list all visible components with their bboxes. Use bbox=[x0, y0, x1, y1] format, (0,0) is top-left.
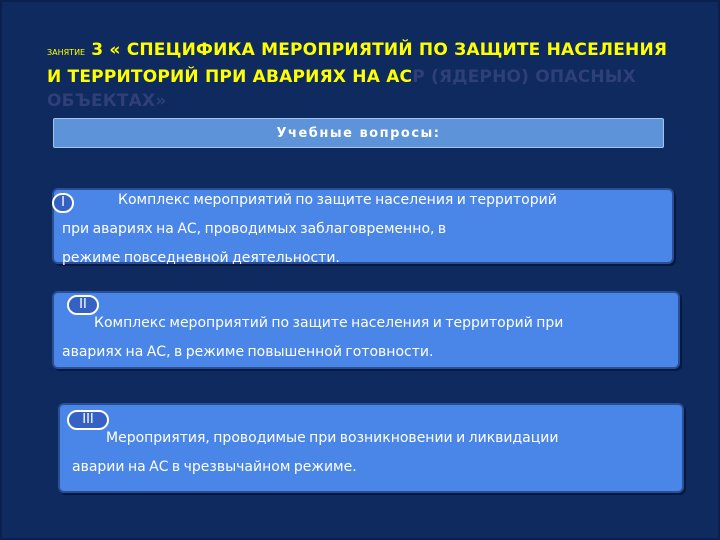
question-1-badge: I bbox=[52, 193, 74, 213]
question-1-line-3: режиме повседневной деятельности. bbox=[62, 250, 340, 266]
question-3-line-1: Мероприятия, проводимые при возникновении и ликвидации bbox=[106, 430, 559, 446]
lesson-number: 3 « bbox=[91, 40, 121, 60]
question-3-line-2: аварии на АС в чрезвычайном режиме. bbox=[72, 459, 357, 475]
question-card-2 bbox=[52, 291, 680, 369]
question-3-badge: III bbox=[67, 410, 109, 430]
lesson-prefix: ЗАНЯТИЕ bbox=[47, 48, 86, 57]
question-2-line-1: Комплекс мероприятий по защите населения и территорий при bbox=[94, 315, 564, 331]
question-card-3 bbox=[58, 403, 684, 493]
question-1-line-1: Комплекс мероприятий по защите населения и территорий bbox=[118, 192, 557, 208]
question-2-line-2: авариях на АС, в режиме повышенной готовности. bbox=[62, 344, 434, 360]
questions-header: Учебные вопросы: bbox=[53, 118, 664, 148]
question-2-badge: II bbox=[67, 295, 99, 315]
question-card-1 bbox=[52, 188, 674, 264]
title-main: СПЕЦИФИКА МЕРОПРИЯТИЙ ПО ЗАЩИТЕ НАСЕЛЕНИЯ И ТЕРРИТОРИЙ ПРИ АВАРИЯХ НА АС bbox=[47, 40, 668, 87]
title-faded-tail: Р (ЯДЕРНО) ОПАСНЫХ ОБЪЕКТАХ» bbox=[47, 67, 636, 111]
question-1-line-2: при авариях на АС, проводимых заблаговременно, в bbox=[62, 221, 447, 237]
slide-title bbox=[47, 38, 687, 113]
